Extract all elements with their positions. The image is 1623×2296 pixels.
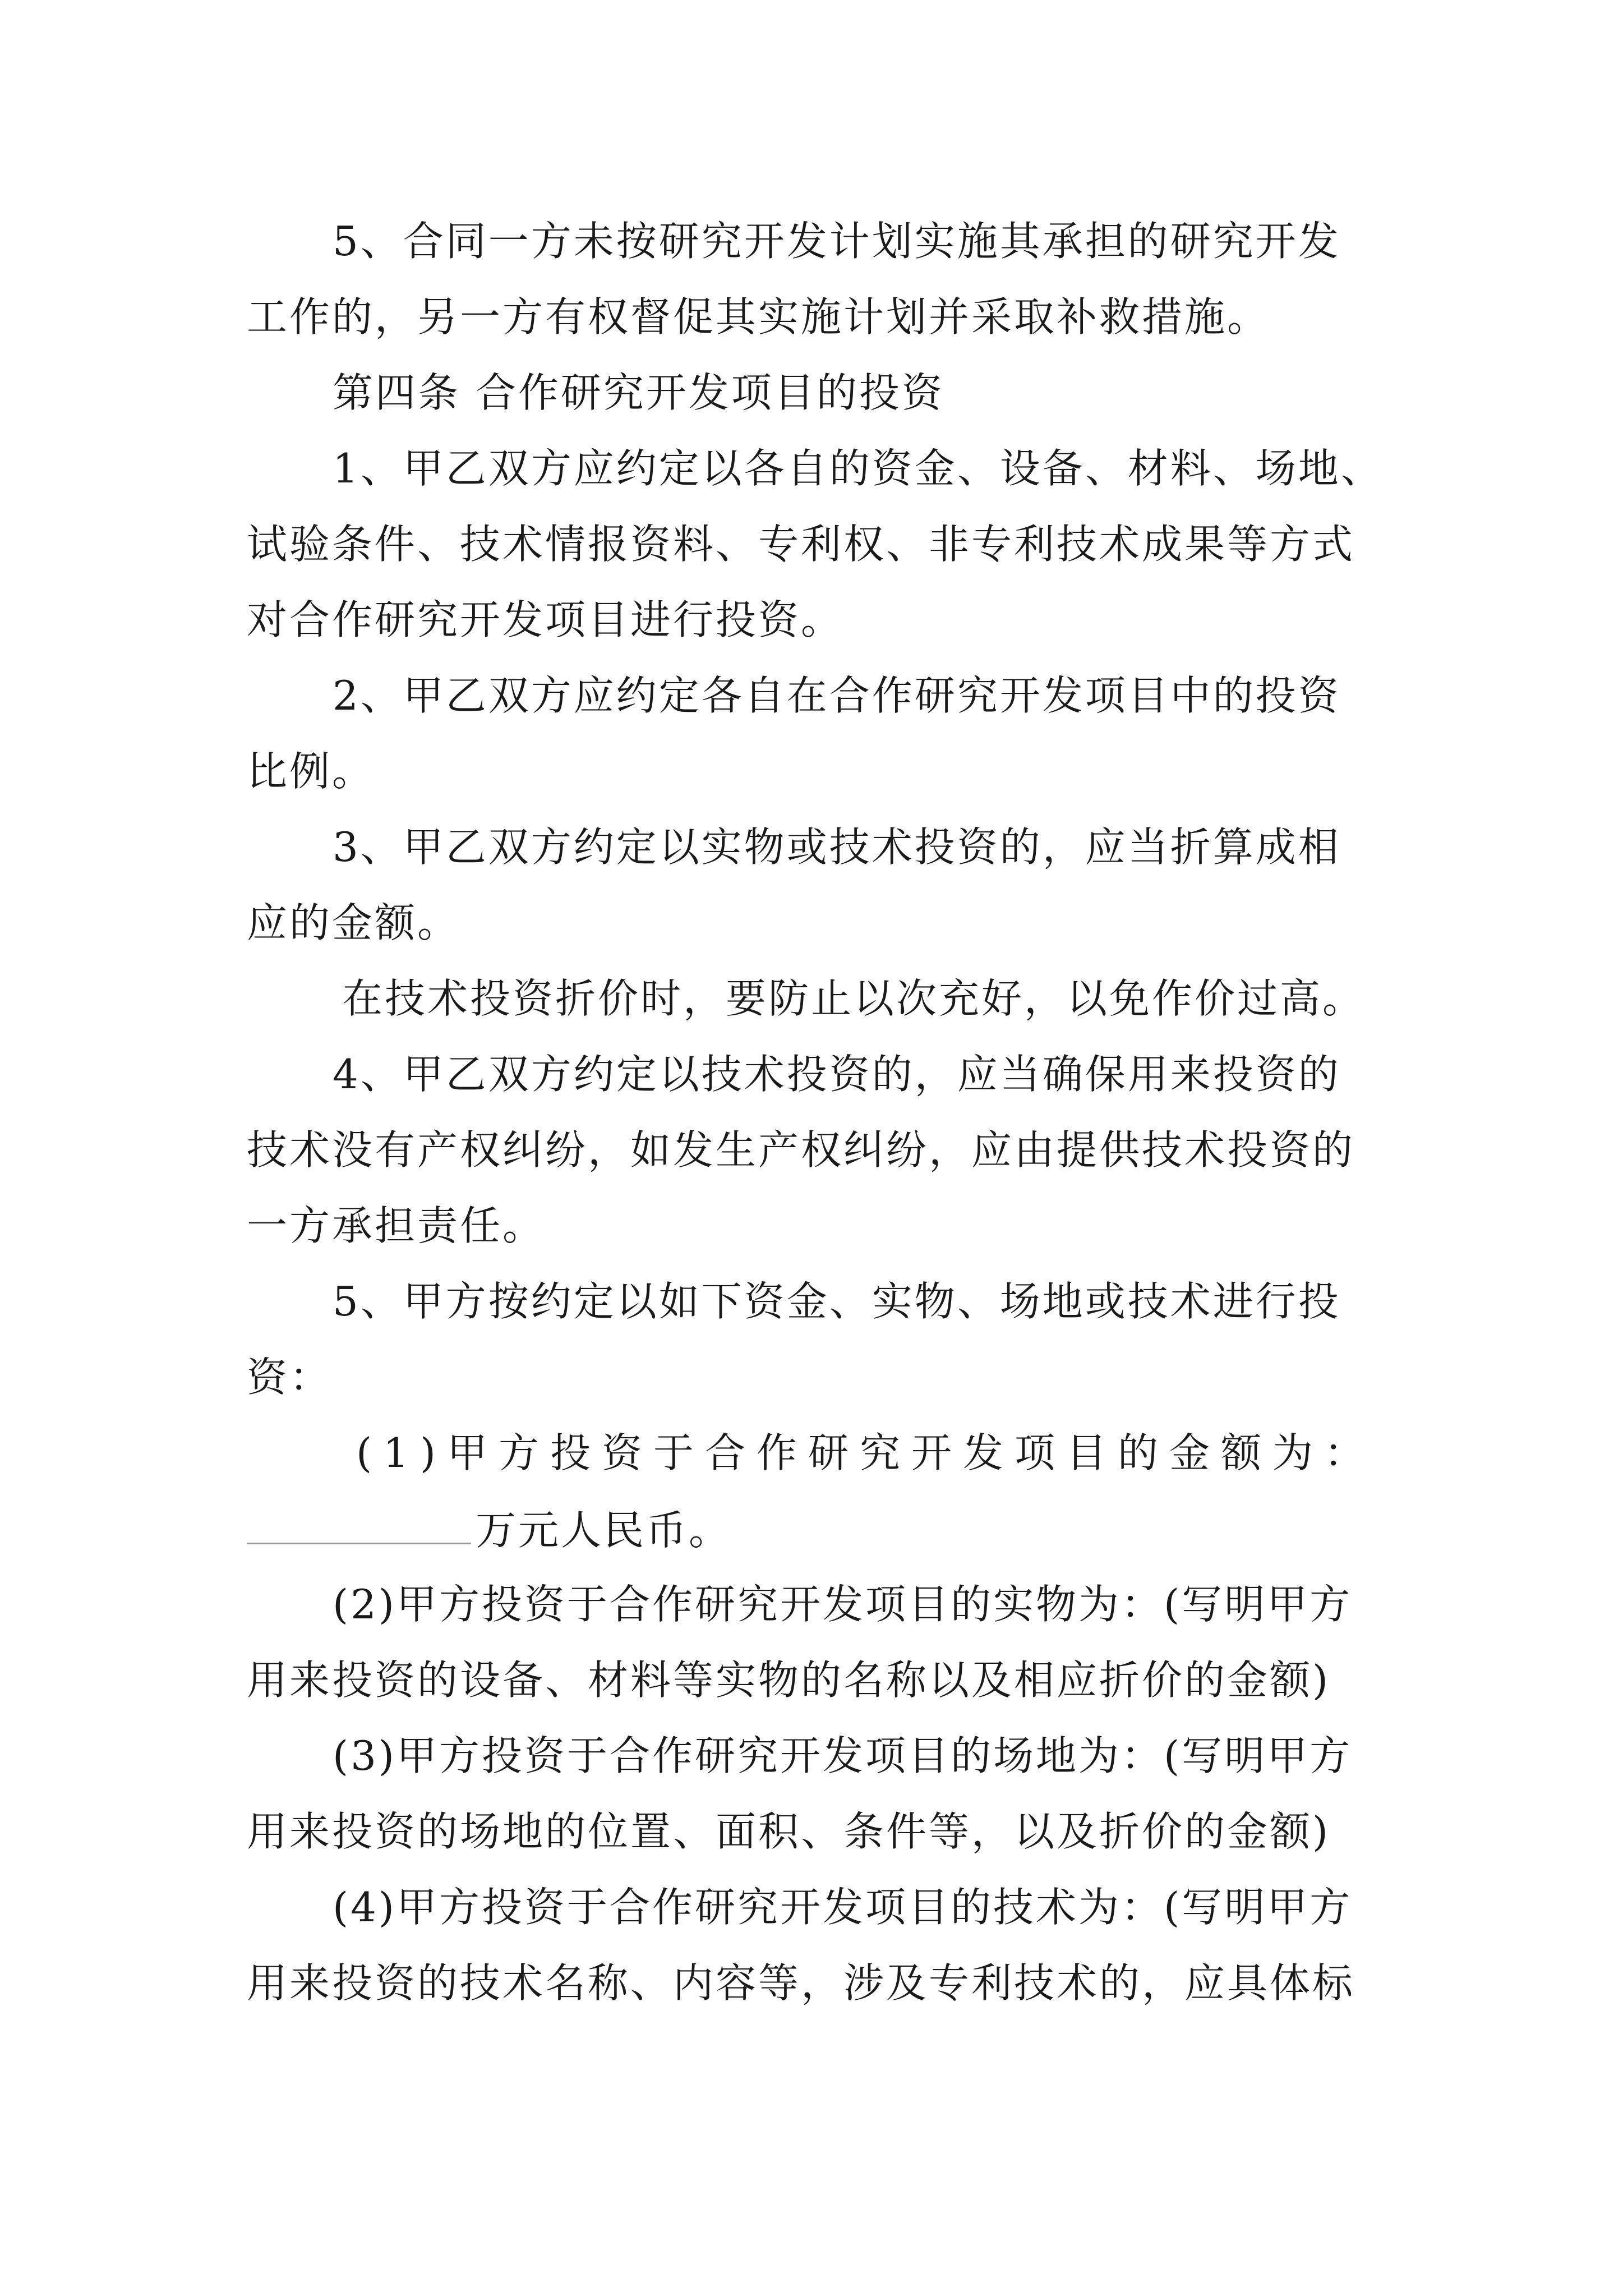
- paragraph-line: 应的金额。: [247, 899, 460, 946]
- paragraph-line: (2)甲方投资于合作研究开发项目的实物为：(写明甲方: [333, 1581, 1353, 1628]
- paragraph-line: 用来投资的场地的位置、面积、条件等，以及折价的金额): [247, 1808, 1331, 1855]
- paragraph-line: 技术没有产权纠纷，如发生产权纠纷，应由提供技术投资的: [247, 1126, 1355, 1174]
- paragraph-line: (4)甲方投资于合作研究开发项目的技术为：(写明甲方: [333, 1884, 1353, 1931]
- paragraph-line: 资：: [247, 1354, 333, 1401]
- section-heading: 第四条 合作研究开发项目的投资: [333, 369, 944, 416]
- paragraph-line: 3、甲乙双方约定以实物或技术投资的，应当折算成相: [333, 823, 1341, 871]
- paragraph-line: 在技术投资折价时，要防止以次充好，以免作价过高。: [342, 975, 1366, 1022]
- paragraph-line: (3)甲方投资于合作研究开发项目的场地为：(写明甲方: [333, 1732, 1353, 1779]
- paragraph-line: 用来投资的技术名称、内容等，涉及专利技术的，应具体标: [247, 1959, 1355, 2007]
- paragraph-line: 一方承担责任。: [247, 1202, 546, 1249]
- amount-line: [247, 1503, 1391, 1554]
- amount-blank: [247, 1503, 471, 1544]
- paragraph-line: 5、合同一方未按研究开发计划实施其承担的研究开发: [333, 218, 1341, 265]
- paragraph-line: 5、甲方按约定以如下资金、实物、场地或技术进行投: [333, 1278, 1341, 1325]
- amount-unit: 万元人民币。: [476, 1507, 732, 1554]
- paragraph-line: 4、甲乙双方约定以技术投资的，应当确保用来投资的: [333, 1051, 1341, 1098]
- paragraph-line: 用来投资的设备、材料等实物的名称以及相应折价的金额): [247, 1657, 1331, 1704]
- paragraph-line: (1)甲方投资于合作研究开发项目的金额为：: [356, 1429, 1376, 1476]
- paragraph-line: 工作的，另一方有权督促其实施计划并采取补救措施。: [247, 293, 1270, 341]
- paragraph-line: 试验条件、技术情报资料、专利权、非专利技术成果等方式: [247, 521, 1355, 568]
- paragraph-line: 1、甲乙双方应约定以各自的资金、设备、材料、场地、: [333, 445, 1384, 492]
- paragraph-line: 比例。: [247, 748, 375, 795]
- paragraph-line: 对合作研究开发项目进行投资。: [247, 596, 844, 643]
- paragraph-line: 2、甲乙双方应约定各自在合作研究开发项目中的投资: [333, 672, 1341, 719]
